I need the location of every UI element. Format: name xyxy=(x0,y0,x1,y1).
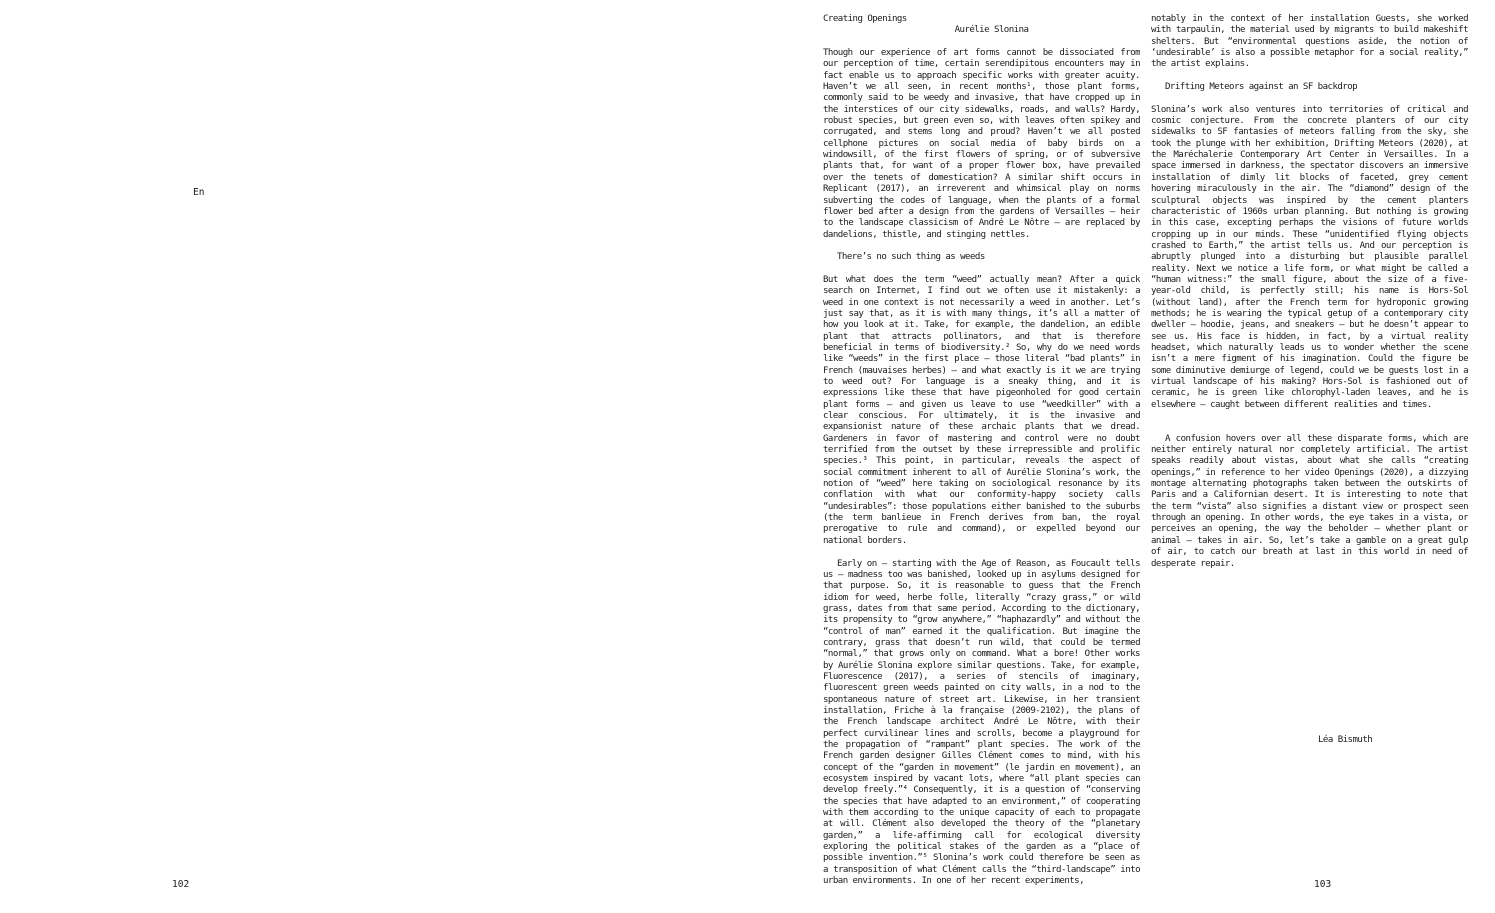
paragraph-drifting-meteors: Slonina’s work also ventures into territories of critical and cosmic conjecture. From the concrete planters of our city sidewalks to SF fantasies of meteors falling from the sky, she took the plunge with her exhibition, Drifting Meteors (2020), at the Maréchalerie Contemporary Art Center in Versailles. In a space immersed in darkness, the spectator discovers an immersive installation of dimly lit blocks of faceted, grey cement hovering miraculously in the air. The “diamond” design of the sculptural objects was inspired by the cement planters characteristic of 1960s urban planning. But nothing is growing in this case, excepting perhaps the visions of future worlds cropping up in our minds. These “unidentified flying objects crashed to Earth,” the artist tells us. And our perception is abruptly plunged into a disturbing but plausible parallel reality. Next we notice a life form, or what might be called a “human witness:” the small figure, about the size of a five-year-old child, is perfectly still; his name is Hors-Sol (without land), after the French term for hydroponic growing methods; he is wearing the typical getup of a contemporary city dweller – hoodie, jeans, and sneakers – but he doesn’t appear to see us. His face is hidden, in fact, by a virtual reality headset, which naturally leads us to wonder whether the scene isn’t a mere figment of his imagination. Could the figure be some diminutive demiurge of legend, could we be guests lost in a virtual landscape of his making? Hors-Sol is fashioned out of ceramic, he is green like chlorophyl-laden leaves, and he is elsewhere – caught between different realities and times. xyxy=(1151,104,1468,410)
author-signature: Léa Bismuth xyxy=(1318,735,1373,745)
section-heading-meteors: Drifting Meteors against an SF backdrop xyxy=(1165,82,1358,93)
section-heading-weeds: There’s no such thing as weeds xyxy=(837,252,985,263)
paragraph-age-of-reason: Early on – starting with the Age of Reason, as Foucault tells us – madness too was banished, looked up in asylums designed for that purpose. So, it is reasonable to guess that the French idiom for weed, herbe folle, literally “crazy grass,” or wild grass, dates from that same period. According to the dictionary, its propensity to “grow anywhere,” “haphazardly” and without the “control of man” earned it the qualification. But imagine the contrary, grass that doesn’t run wild, that could be termed “normal,” that grows only on command. What a bore! Other works by Aurélie Slonina explore similar questions. Take, for example, Fluorescence (2017), a series of stencils of imaginary, fluorescent green weeds painted on city walls, in a nod to the spontaneous nature of street art. Likewise, in her transient installation, Friche à la française (2009-2102), the plans of the French landscape architect André Le Nôtre, with their perfect curvilinear lines and scrolls, become a playground for the propagation of “rampant” plant species. The work of the French garden designer Gilles Clément comes to mind, with his concept of the “garden in movement” (le jardin en movement), an ecosystem inspired by vacant lots, where “all plant species can develop freely.”⁴ Consequently, it is a question of “conserving the species that have adapted to an environment,” of cooperating with them according to the unique capacity of each to propagate at will. Clément also developed the theory of the “planetary garden,” a life-affirming call for ecological diversity exploring the political stakes of the garden as a “place of possible invention.”⁵ Slonina’s work could therefore be seen as a transposition of what Clément calls the “third-landscape” into urban environments. In one of her recent experiments, xyxy=(823,558,1140,887)
text-column-right xyxy=(1151,14,1468,614)
right-page xyxy=(748,0,1495,913)
paragraph-weed-meaning: But what does the term “weed” actually mean? After a quick search on Internet, I find out we often use it mistakenly: a weed in one context is not necessarily a weed in another. Let’s just say that, as it is with many things, it’s all a matter of how you look at it. Take, for example, the dandelion, an edible plant that attracts pollinators, and that is therefore beneficial in terms of biodiversity.² So, why do we need words like “weeds” in the first place – those literal “bad plants” in French (mauvaises herbes) – and what exactly is it we are trying to weed out? For language is a sneaky thing, and it is expressions like these that have pigeonholed for good certain plant forms – and given us leave to use “weedkiller” with a clear conscious. For ultimately, it is the invasive and expansionist nature of these archaic plants that we dread. Gardeners in favor of mastering and control were no doubt terrified from the outset by these irrepressible and prolific species.³ This point, in particular, reveals the aspect of social commitment inherent to all of Aurélie Slonina’s work, the notion of “weed” here taking on sociological resonance by its conflation with what our conformity-happy society calls “undesirables”: those populations either banished to the suburbs (the term banlieue in French derives from ban, the royal prerogative to rule and command), or expelled beyond our national borders. xyxy=(823,274,1140,546)
author-name: Aurélie Slonina xyxy=(954,25,1029,36)
paragraph-intro: Though our experience of art forms cannot be dissociated from our perception of time, certain serendipitous encounters may in fact enable us to approach specific works with greater acuity. Haven’t we all seen, in recent months¹, those plant forms, commonly said to be weedy and invasive, that have cropped up in the interstices of our city sidewalks, roads, and walls? Hardy, robust species, but green even so, with leaves often spikey and corrugated, and stems long and proud? Haven’t we all posted cellphone pictures on social media of baby birds on a windowsill, of the first flowers of spring, or of subversive plants that, for want of a proper flower box, have prevailed over the tenets of domestication? A similar shift occurs in Replicant (2017), an irreverent and whimsical play on norms subverting the codes of language, when the plants of a formal flower bed after a design from the gardens of Versailles – heir to the landscape classicism of André Le Nôtre – are replaced by dandelions, thistle, and stinging nettles. xyxy=(823,48,1140,240)
left-page xyxy=(0,0,747,913)
page-number-right: 103 xyxy=(1314,879,1332,890)
language-label: En xyxy=(193,187,205,198)
text-column-left xyxy=(823,14,1140,894)
running-title: Creating Openings xyxy=(823,14,907,24)
paragraph-guests: notably in the context of her installation Guests, she worked with tarpaulin, the material used by migrants to build makeshift shelters. But “environmental questions aside, the notion of ‘undesirable’ is also a possible metaphor for a social reality,” the artist explains. xyxy=(1151,14,1468,70)
paragraph-openings: A confusion hovers over all these disparate forms, which are neither entirely natural nor completely artificial. The artist speaks readily about vistas, about what she calls “creating openings,” in reference to her video Openings (2020), a dizzying montage alternating photographs taken between the outskirts of Paris and a Californian desert. It is interesting to note that the term “vista” also signifies a distant view or prospect seen through an opening. In other words, the eye takes in a vista, or perceives an opening, the way the beholder – whether plant or animal – takes in air. So, let’s take a gamble on a great gulp of air, to catch our breath at last in this world in need of desperate repair. xyxy=(1151,433,1468,569)
page-number-left: 102 xyxy=(172,879,190,890)
